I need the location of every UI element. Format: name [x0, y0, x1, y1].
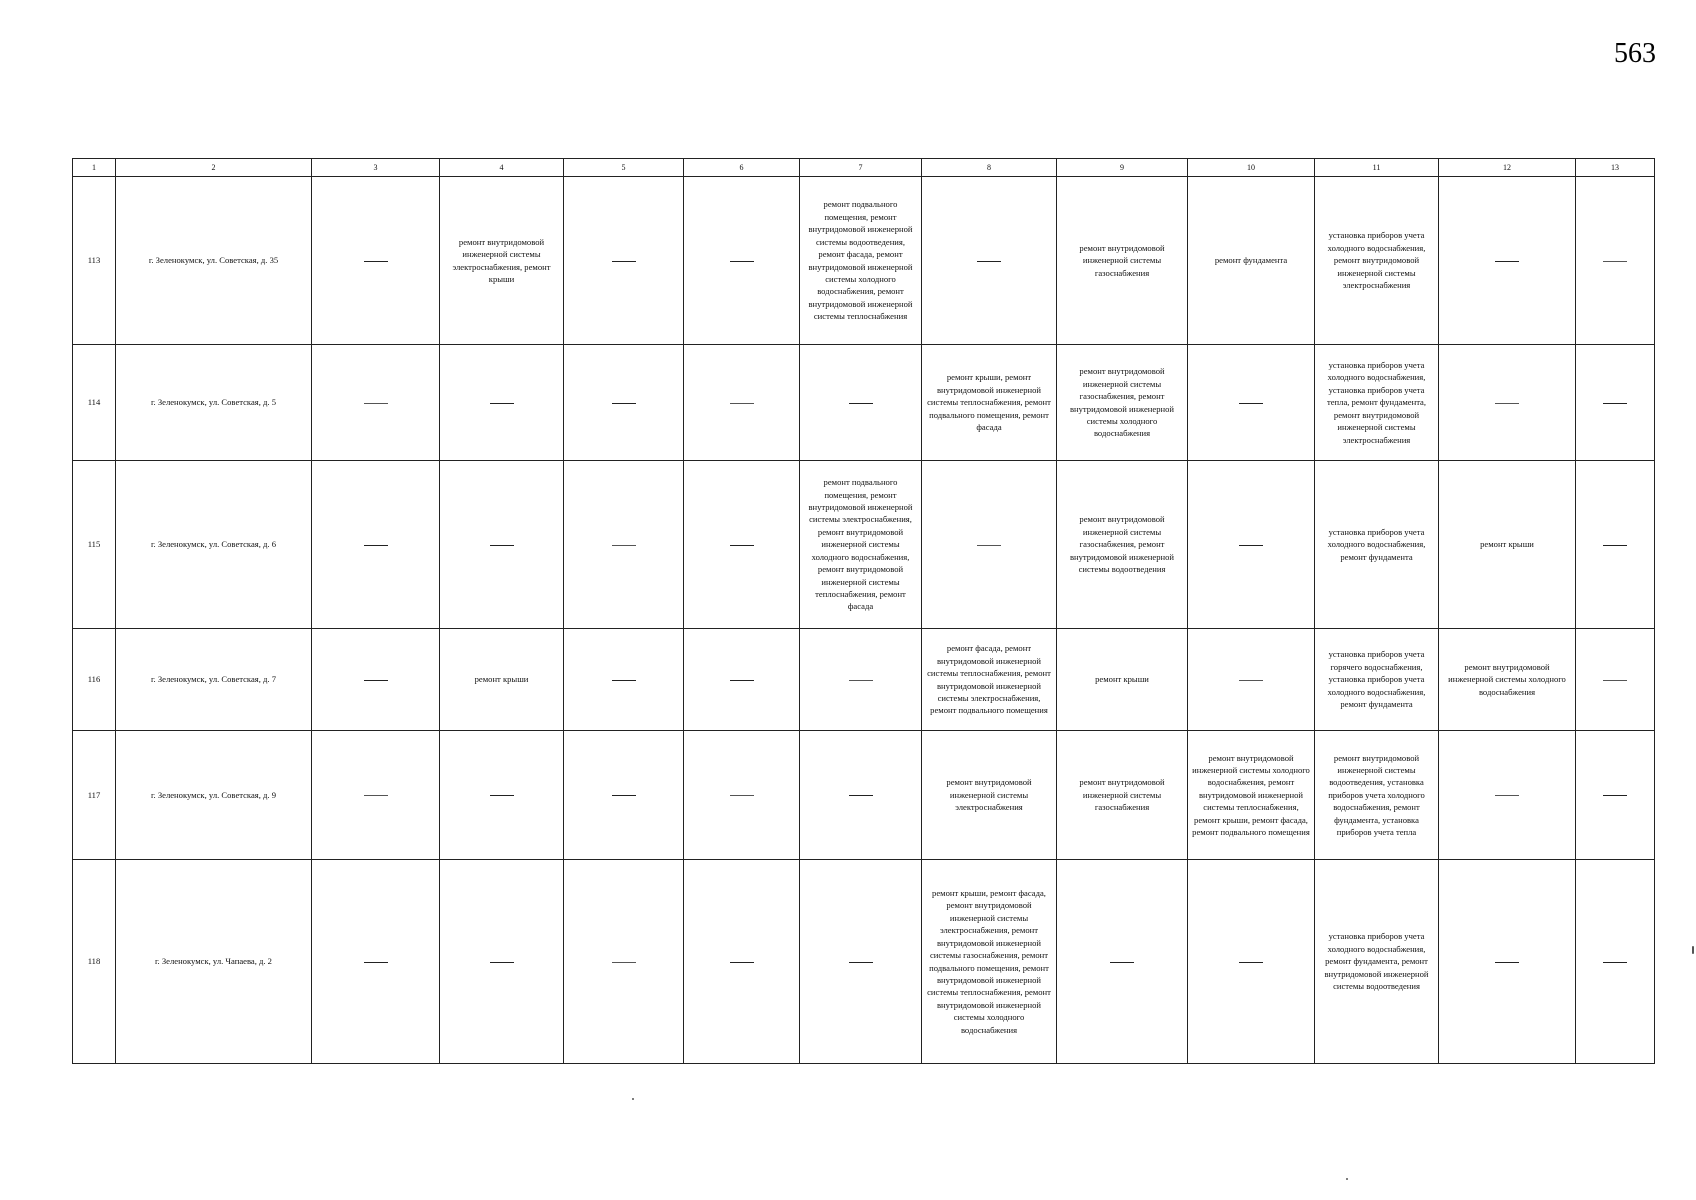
work-type-cell: установка приборов учета холодного водоснабжения, ремонт фундамента [1315, 461, 1439, 629]
work-type-cell [684, 860, 800, 1064]
empty-dash [1603, 403, 1627, 404]
row-number-cell: 114 [73, 345, 116, 461]
column-number-header: 9 [1057, 159, 1188, 177]
work-type-cell: установка приборов учета горячего водоснабжения, установка приборов учета холодного водоснабжения, ремонт фундамента [1315, 629, 1439, 731]
empty-dash [730, 962, 754, 963]
work-type-cell [1439, 177, 1576, 345]
work-type-cell [440, 860, 564, 1064]
empty-dash [612, 680, 636, 681]
work-type-cell [312, 177, 440, 345]
column-number-header: 13 [1576, 159, 1655, 177]
scan-speck [1692, 946, 1694, 954]
work-type-cell: ремонт крыши [1439, 461, 1576, 629]
empty-dash [1495, 403, 1519, 404]
empty-dash [1495, 962, 1519, 963]
scan-speck [632, 1098, 634, 1100]
empty-dash [977, 545, 1001, 546]
work-type-cell: ремонт внутридомовой инженерной системы газоснабжения, ремонт внутридомовой инженерной системы холодного водоснабжения [1057, 345, 1188, 461]
work-type-cell [684, 461, 800, 629]
empty-dash [1239, 403, 1263, 404]
work-type-cell [1576, 177, 1655, 345]
table-row [73, 461, 1655, 629]
empty-dash [490, 403, 514, 404]
empty-dash [730, 261, 754, 262]
column-number-header: 11 [1315, 159, 1439, 177]
work-type-cell [922, 177, 1057, 345]
address-cell: г. Зеленокумск, ул. Советская, д. 9 [116, 731, 312, 860]
row-number-cell: 118 [73, 860, 116, 1064]
work-type-cell [684, 177, 800, 345]
work-type-cell [684, 629, 800, 731]
column-number-header: 12 [1439, 159, 1576, 177]
work-type-cell [564, 860, 684, 1064]
empty-dash [730, 545, 754, 546]
work-type-cell [1188, 461, 1315, 629]
empty-dash [364, 962, 388, 963]
work-type-cell [800, 731, 922, 860]
work-type-cell [1057, 860, 1188, 1064]
work-type-cell [564, 461, 684, 629]
work-type-cell [800, 860, 922, 1064]
empty-dash [849, 962, 873, 963]
column-number-header: 5 [564, 159, 684, 177]
work-type-cell [1576, 731, 1655, 860]
table-row [73, 860, 1655, 1064]
page-number: 563 [1614, 38, 1656, 69]
empty-dash [364, 403, 388, 404]
work-type-cell [1439, 345, 1576, 461]
empty-dash [1239, 545, 1263, 546]
empty-dash [490, 545, 514, 546]
address-cell: г. Зеленокумск, ул. Советская, д. 5 [116, 345, 312, 461]
table-row [73, 629, 1655, 731]
empty-dash [1110, 962, 1134, 963]
work-type-cell: ремонт внутридомовой инженерной системы водоотведения, установка приборов учета холодного водоснабжения, ремонт фундамента, установка приборов учета тепла [1315, 731, 1439, 860]
work-type-cell [1576, 461, 1655, 629]
work-type-cell [564, 629, 684, 731]
work-type-cell: ремонт внутридомовой инженерной системы электроснабжения [922, 731, 1057, 860]
row-number-cell: 117 [73, 731, 116, 860]
work-type-cell: ремонт внутридомовой инженерной системы холодного водоснабжения [1439, 629, 1576, 731]
empty-dash [1239, 962, 1263, 963]
column-number-header: 2 [116, 159, 312, 177]
work-type-cell [1188, 860, 1315, 1064]
work-type-cell: ремонт внутридомовой инженерной системы холодного водоснабжения, ремонт внутридомовой инженерной системы теплоснабжения, ремонт крыши, ремонт фасада, ремонт подвального помещения [1188, 731, 1315, 860]
empty-dash [1495, 261, 1519, 262]
column-number-header: 10 [1188, 159, 1315, 177]
table-row [73, 177, 1655, 345]
row-number-cell: 115 [73, 461, 116, 629]
empty-dash [1603, 962, 1627, 963]
empty-dash [612, 261, 636, 262]
empty-dash [612, 545, 636, 546]
work-type-cell: ремонт подвального помещения, ремонт внутридомовой инженерной системы водоотведения, ремонт фасада, ремонт внутридомовой инженерной системы холодного водоснабжения, ремонт внутридомовой инженерной системы теплоснабжения [800, 177, 922, 345]
work-type-cell [564, 731, 684, 860]
empty-dash [1603, 545, 1627, 546]
empty-dash [730, 680, 754, 681]
empty-dash [1239, 680, 1263, 681]
column-number-header: 1 [73, 159, 116, 177]
work-type-cell: установка приборов учета холодного водоснабжения, ремонт внутридомовой инженерной системы электроснабжения [1315, 177, 1439, 345]
column-number-header: 4 [440, 159, 564, 177]
work-type-cell [1439, 860, 1576, 1064]
work-type-cell: ремонт крыши, ремонт внутридомовой инженерной системы теплоснабжения, ремонт подвального помещения, ремонт фасада [922, 345, 1057, 461]
work-type-cell [1576, 345, 1655, 461]
empty-dash [730, 795, 754, 796]
work-type-cell [312, 345, 440, 461]
work-type-cell [312, 731, 440, 860]
work-type-cell [922, 461, 1057, 629]
work-type-cell [312, 860, 440, 1064]
work-type-cell [564, 345, 684, 461]
empty-dash [612, 962, 636, 963]
repair-plan-table [72, 158, 1655, 1064]
work-type-cell: установка приборов учета холодного водоснабжения, установка приборов учета тепла, ремонт фундамента, ремонт внутридомовой инженерной системы электроснабжения [1315, 345, 1439, 461]
empty-dash [1603, 261, 1627, 262]
work-type-cell [312, 629, 440, 731]
work-type-cell [564, 177, 684, 345]
work-type-cell: ремонт внутридомовой инженерной системы газоснабжения [1057, 177, 1188, 345]
empty-dash [849, 795, 873, 796]
row-number-cell: 113 [73, 177, 116, 345]
empty-dash [1603, 795, 1627, 796]
empty-dash [490, 795, 514, 796]
address-cell: г. Зеленокумск, ул. Советская, д. 35 [116, 177, 312, 345]
scan-speck [1346, 1178, 1348, 1180]
work-type-cell [440, 731, 564, 860]
empty-dash [364, 545, 388, 546]
work-type-cell: ремонт крыши [440, 629, 564, 731]
empty-dash [1603, 680, 1627, 681]
empty-dash [849, 403, 873, 404]
work-type-cell [440, 345, 564, 461]
column-number-header: 6 [684, 159, 800, 177]
address-cell: г. Зеленокумск, ул. Чапаева, д. 2 [116, 860, 312, 1064]
work-type-cell [1188, 629, 1315, 731]
work-type-cell: ремонт внутридомовой инженерной системы газоснабжения [1057, 731, 1188, 860]
work-type-cell: ремонт фундамента [1188, 177, 1315, 345]
work-type-cell [1188, 345, 1315, 461]
address-cell: г. Зеленокумск, ул. Советская, д. 7 [116, 629, 312, 731]
table-row [73, 345, 1655, 461]
work-type-cell [684, 731, 800, 860]
work-type-cell [684, 345, 800, 461]
work-type-cell: ремонт внутридомовой инженерной системы электроснабжения, ремонт крыши [440, 177, 564, 345]
work-type-cell: ремонт подвального помещения, ремонт внутридомовой инженерной системы электроснабжения, ремонт внутридомовой инженерной системы холодного водоснабжения, ремонт внутридомовой инженерной системы теплоснабжения, ремонт фасада [800, 461, 922, 629]
work-type-cell: ремонт крыши, ремонт фасада, ремонт внутридомовой инженерной системы электроснабжения, ремонт внутридомовой инженерной системы газоснабжения, ремонт подвального помещения, ремонт внутридомовой инженерной системы теплоснабжения, ремонт внутридомовой инженерной системы холодного водоснабжения [922, 860, 1057, 1064]
empty-dash [977, 261, 1001, 262]
work-type-cell [800, 629, 922, 731]
address-cell: г. Зеленокумск, ул. Советская, д. 6 [116, 461, 312, 629]
empty-dash [612, 403, 636, 404]
work-type-cell [440, 461, 564, 629]
header-row [73, 159, 1655, 177]
empty-dash [364, 795, 388, 796]
work-type-cell: установка приборов учета холодного водоснабжения, ремонт фундамента, ремонт внутридомовой инженерной системы водоотведения [1315, 860, 1439, 1064]
column-number-header: 7 [800, 159, 922, 177]
empty-dash [1495, 795, 1519, 796]
work-type-cell: ремонт фасада, ремонт внутридомовой инженерной системы теплоснабжения, ремонт внутридомовой инженерной системы электроснабжения, ремонт подвального помещения [922, 629, 1057, 731]
empty-dash [490, 962, 514, 963]
work-type-cell [312, 461, 440, 629]
work-type-cell: ремонт внутридомовой инженерной системы газоснабжения, ремонт внутридомовой инженерной системы водоотведения [1057, 461, 1188, 629]
empty-dash [849, 680, 873, 681]
table-row [73, 731, 1655, 860]
empty-dash [612, 795, 636, 796]
work-type-cell [1439, 731, 1576, 860]
empty-dash [730, 403, 754, 404]
work-type-cell [800, 345, 922, 461]
row-number-cell: 116 [73, 629, 116, 731]
work-type-cell [1576, 860, 1655, 1064]
column-number-header: 8 [922, 159, 1057, 177]
work-type-cell [1576, 629, 1655, 731]
empty-dash [364, 261, 388, 262]
empty-dash [364, 680, 388, 681]
table-body [73, 159, 1655, 1064]
work-type-cell: ремонт крыши [1057, 629, 1188, 731]
column-number-header: 3 [312, 159, 440, 177]
